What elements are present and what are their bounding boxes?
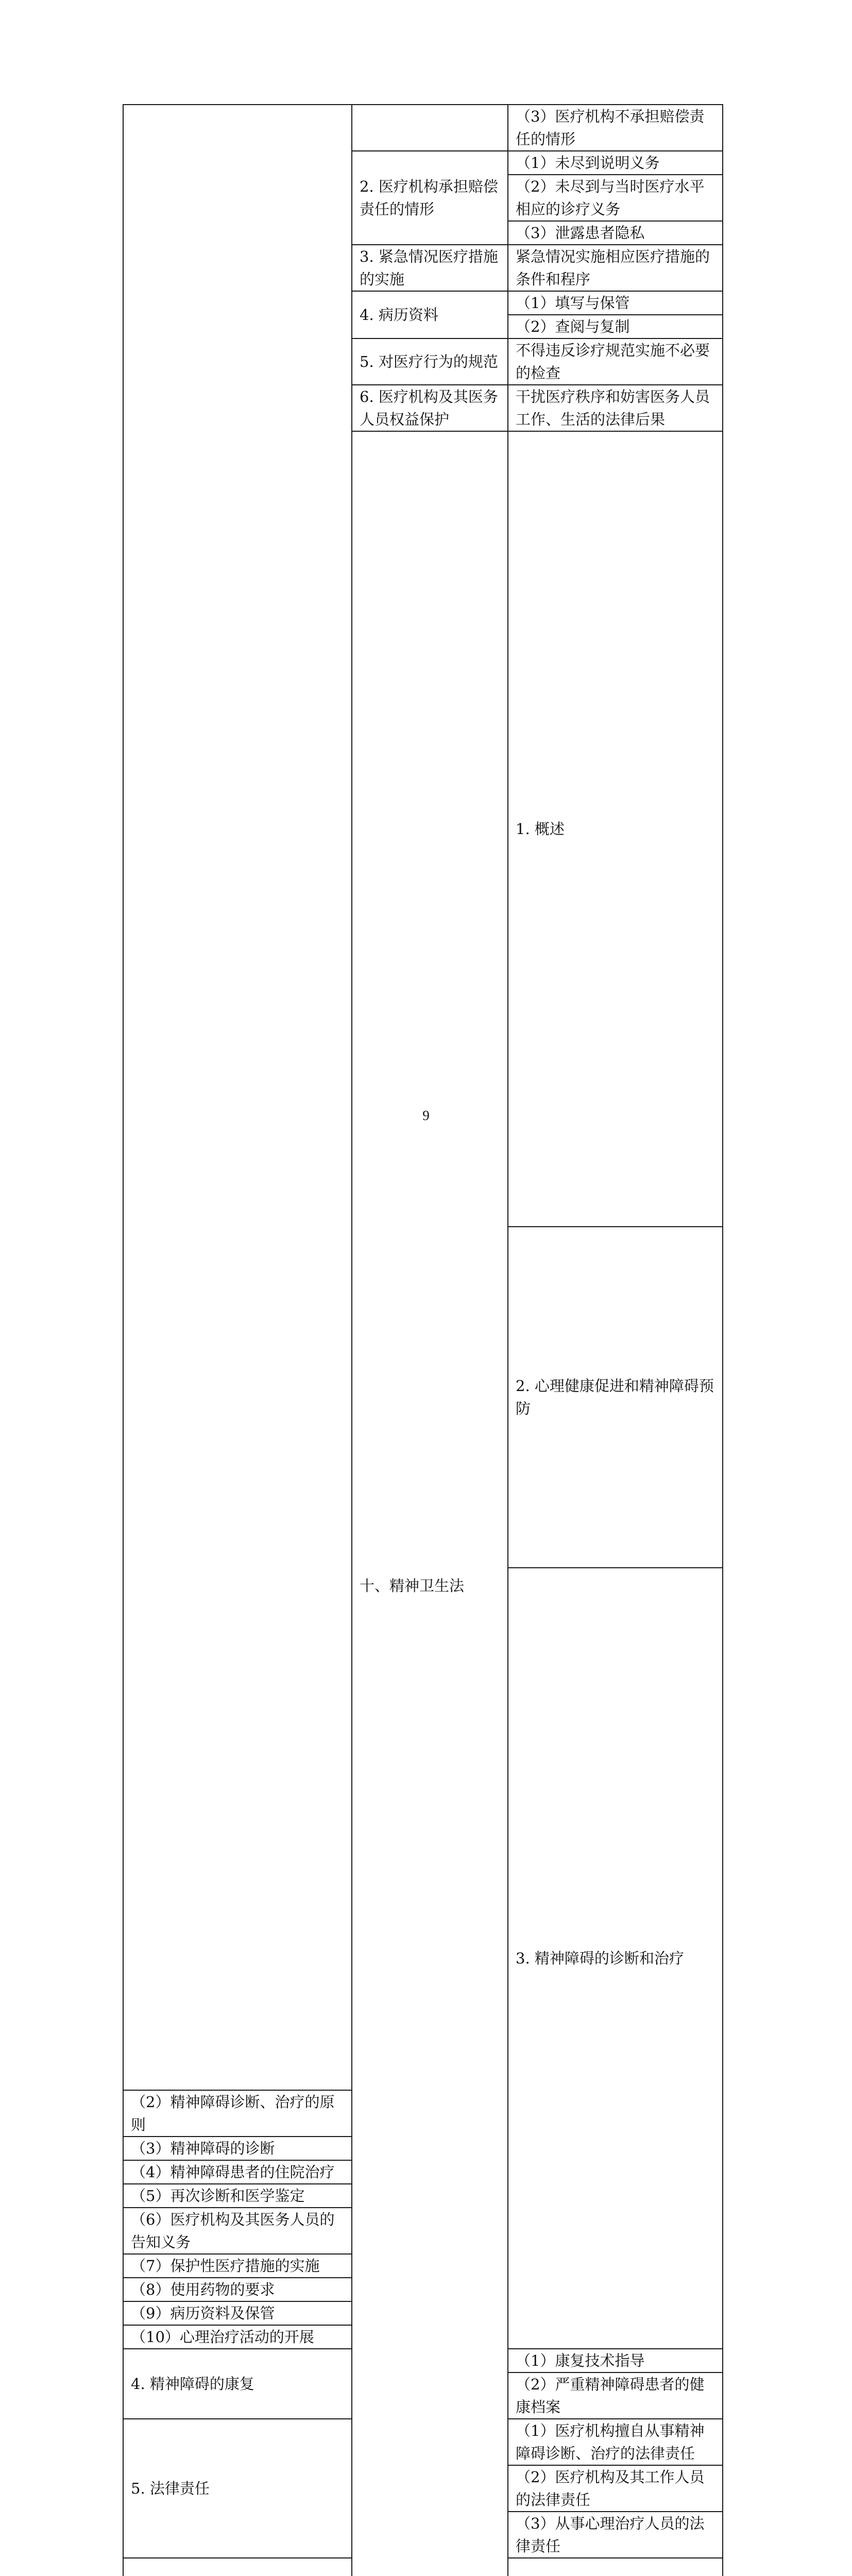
table-cell: （3）泄露患者隐私	[508, 221, 723, 245]
table-cell: （7）保护性医疗措施的实施	[123, 2254, 352, 2278]
table-cell: 2. 心理健康促进和精神障碍预防	[508, 1227, 723, 1568]
table-cell: （5）再次诊断和医学鉴定	[123, 2184, 352, 2208]
page-number: 9	[422, 1108, 430, 1123]
table-cell	[123, 2558, 352, 2576]
table-cell: （1）填写与保管	[508, 291, 723, 315]
table-cell: 十、精神卫生法	[352, 431, 508, 2576]
table-cell	[508, 2558, 723, 2576]
syllabus-table	[123, 104, 723, 2576]
table-cell: 3. 紧急情况医疗措施的实施	[352, 245, 508, 291]
table-cell: 5. 对医疗行为的规范	[352, 338, 508, 385]
table-cell: （2）医疗机构及其工作人员的法律责任	[508, 2465, 723, 2512]
table-cell: （6）医疗机构及其医务人员的告知义务	[123, 2208, 352, 2254]
table-cell: 干扰医疗秩序和妨害医务人员工作、生活的法律后果	[508, 385, 723, 431]
table-cell: 6. 医疗机构及其医务人员权益保护	[352, 385, 508, 431]
table-cell: （10）心理治疗活动的开展	[123, 2325, 352, 2349]
table-cell: （8）使用药物的要求	[123, 2278, 352, 2301]
table-body	[123, 105, 723, 2576]
table-cell: 2. 医疗机构承担赔偿责任的情形	[352, 151, 508, 245]
table-cell: （3）精神障碍的诊断	[123, 2137, 352, 2160]
table-cell: 1. 概述	[508, 431, 723, 1227]
table-cell: 紧急情况实施相应医疗措施的条件和程序	[508, 245, 723, 291]
table-cell: 4. 病历资料	[352, 291, 508, 338]
table-cell: 5. 法律责任	[123, 2419, 352, 2558]
table-cell	[352, 105, 508, 151]
table-cell: （1）未尽到说明义务	[508, 151, 723, 175]
table-cell: （1）康复技术指导	[508, 2349, 723, 2372]
table-cell: （1）医疗机构擅自从事精神障碍诊断、治疗的法律责任	[508, 2419, 723, 2465]
table-cell: （2）严重精神障碍患者的健康档案	[508, 2372, 723, 2419]
table-cell: （9）病历资料及保管	[123, 2301, 352, 2325]
table-cell: （2）查阅与复制	[508, 315, 723, 338]
table-cell: （3）从事心理治疗人员的法律责任	[508, 2512, 723, 2558]
table-cell	[123, 105, 352, 2090]
table-row	[123, 105, 723, 151]
table-cell: （3）医疗机构不承担赔偿责任的情形	[508, 105, 723, 151]
table-cell: 3. 精神障碍的诊断和治疗	[508, 1568, 723, 2349]
table-cell: （4）精神障碍患者的住院治疗	[123, 2160, 352, 2184]
table-cell: 不得违反诊疗规范实施不必要的检查	[508, 338, 723, 385]
table-cell: （2）未尽到与当时医疗水平相应的诊疗义务	[508, 175, 723, 221]
table-cell: 4. 精神障碍的康复	[123, 2349, 352, 2419]
table-cell: （2）精神障碍诊断、治疗的原则	[123, 2090, 352, 2137]
